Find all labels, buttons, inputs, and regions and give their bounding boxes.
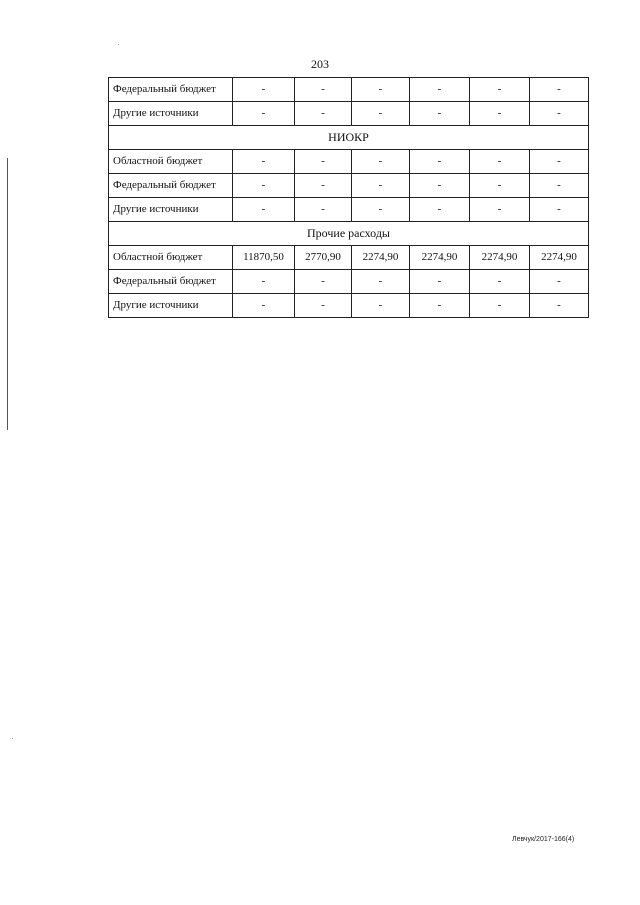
table-cell: - <box>410 102 470 126</box>
table-cell: - <box>530 102 589 126</box>
table-cell: - <box>410 150 470 174</box>
table-cell: - <box>295 294 352 318</box>
table-cell: - <box>233 294 295 318</box>
table-cell: - <box>530 198 589 222</box>
table-cell: 2770,90 <box>295 246 352 270</box>
table-row <box>109 294 589 318</box>
table-cell: - <box>295 174 352 198</box>
scan-edge-line <box>7 158 8 430</box>
table-cell: 2274,90 <box>352 246 410 270</box>
document-code: Левчук/2017-166(4) <box>512 836 575 843</box>
table-row <box>109 246 589 270</box>
table-cell: - <box>530 78 589 102</box>
table-cell: - <box>352 270 410 294</box>
table-cell: - <box>295 78 352 102</box>
table-row <box>109 198 589 222</box>
table-row <box>109 270 589 294</box>
table-cell: - <box>410 198 470 222</box>
table-cell: - <box>352 150 410 174</box>
table-cell: - <box>233 270 295 294</box>
table-cell: - <box>233 174 295 198</box>
table-cell: - <box>295 150 352 174</box>
scan-speck <box>118 44 119 45</box>
table-cell: - <box>233 102 295 126</box>
row-label: Федеральный бюджет <box>109 78 233 102</box>
table-cell: - <box>530 150 589 174</box>
table-cell: - <box>352 102 410 126</box>
table-cell: - <box>233 150 295 174</box>
table-cell: - <box>410 78 470 102</box>
table-cell: 2274,90 <box>470 246 530 270</box>
row-label: Другие источники <box>109 294 233 318</box>
table-cell: - <box>470 174 530 198</box>
scan-speck <box>12 738 13 739</box>
row-label: Областной бюджет <box>109 246 233 270</box>
table-cell: - <box>470 270 530 294</box>
table-cell: - <box>295 270 352 294</box>
table-cell: - <box>352 198 410 222</box>
row-label: Другие источники <box>109 198 233 222</box>
table-cell: - <box>530 270 589 294</box>
table-cell: - <box>295 102 352 126</box>
section-header-row <box>109 222 589 246</box>
table-cell: - <box>410 294 470 318</box>
section-title: Прочие расходы <box>109 222 589 246</box>
table-cell: - <box>530 294 589 318</box>
table-cell: 2274,90 <box>410 246 470 270</box>
section-title: НИОКР <box>109 126 589 150</box>
row-label: Областной бюджет <box>109 150 233 174</box>
table-cell: - <box>410 270 470 294</box>
row-label: Федеральный бюджет <box>109 174 233 198</box>
table-row <box>109 150 589 174</box>
section-header-row <box>109 126 589 150</box>
table-cell: 2274,90 <box>530 246 589 270</box>
table-cell: - <box>352 174 410 198</box>
table-cell: - <box>233 78 295 102</box>
table-cell: - <box>352 294 410 318</box>
table-cell: - <box>233 198 295 222</box>
table-row <box>109 78 589 102</box>
table-row <box>109 174 589 198</box>
budget-table <box>108 77 589 318</box>
table-cell: - <box>470 198 530 222</box>
table-cell: - <box>470 150 530 174</box>
table-row <box>109 102 589 126</box>
table-cell: - <box>352 78 410 102</box>
table-cell: - <box>470 294 530 318</box>
table-cell: 11870,50 <box>233 246 295 270</box>
table-cell: - <box>410 174 470 198</box>
row-label: Другие источники <box>109 102 233 126</box>
table-cell: - <box>470 102 530 126</box>
table-cell: - <box>530 174 589 198</box>
table-cell: - <box>470 78 530 102</box>
table-cell: - <box>295 198 352 222</box>
page-number: 203 <box>311 57 329 71</box>
row-label: Федеральный бюджет <box>109 270 233 294</box>
